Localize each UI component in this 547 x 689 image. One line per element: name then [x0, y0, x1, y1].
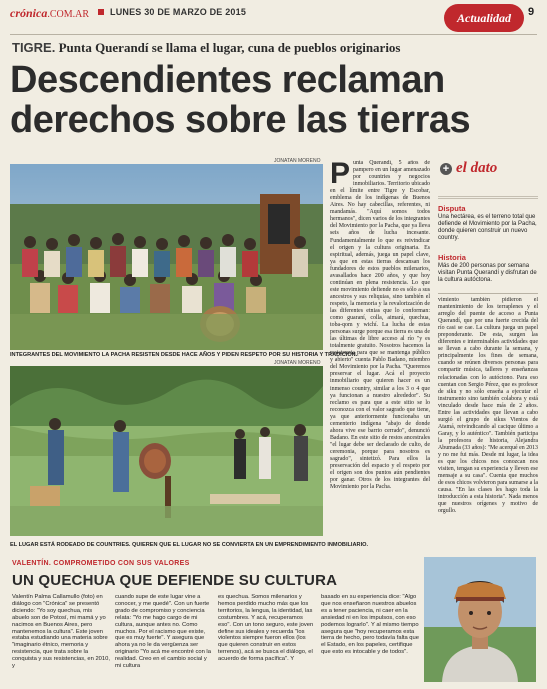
- el-dato-label: el dato: [456, 160, 498, 176]
- masthead: crónica.COM.AR: [10, 6, 90, 20]
- article-column-1: [330, 160, 430, 553]
- article-column-2: vimiento también pidieron el mantenimiento de los terraplenes y el arreglo del puente de acceso a Punta Querandí, que por una fuerte crecida del río casi se cae. La cultura juega un papel preponderante. De esta, surgen las diferentes e interminables actividades que se llevan a cabo durante la semana, y principalmente los fines de semana, cuando se reúnen diversos personas para compartir música, talleres y enseñanzas relacionadas con lo autóctono. Para eso cuentan con Sergio Pérez, que es profesor de siku y no sólo enseña a ejecutar el instrumento sino también colabora y está vinculado desde hace más de 2 años. Entre las actividades que llevan a cabo surgió el grupo de sikus Vientos de Atamá, reivindicando al cacique último a Garay, y lo auténtico". También participa la profesora de historia, Alejandra Abumada (33 años): "Me acerqué en 2013 y no me fui más. Desde mi lugar, la idea es que los chicos nos conozcan nos visiten, tengan su experiencia y lleven ese mensaje a su casa". Cuenta que muchos de esos chicos volvieron para sumarse a la causa. "En las clases les hago toda la introducción a esta historia". Nada menos que nuestros orígenes y motivo de orgullo.: [438, 297, 538, 515]
- headline-line-2: derechos sobre las tierras: [10, 99, 471, 141]
- header-divider: [10, 34, 537, 35]
- sub-story-column-3: es quechua. Somos milenarios y hemos perdido mucho más que los territorios, la lengua, la identidad, las costumbres. Y acá, recuperamos eso". Con un tono seguro, este joven define sus ideales y recuerda "los violentos siempre fueron ellos (los que quieren construir en estos terrenos), acá se busca el diálogo, el acuerdo de forma pacífica". Y: [218, 594, 314, 663]
- sub-story-headline: UN QUECHUA QUE DEFIENDE SU CULTURA: [12, 572, 338, 589]
- masthead-domain: .COM.AR: [47, 9, 90, 20]
- field-photo: [10, 366, 323, 536]
- historia-title: Historia: [438, 253, 466, 262]
- sidebar-divider: [438, 196, 538, 199]
- portrait-photo: [424, 557, 536, 682]
- historia-text: Más de 200 personas por semana visitan Punta Querandí y disfrutan de la cultura autóctona.: [438, 263, 537, 283]
- sub-story-column-2: cuando supe de este lugar vine a conocer, y me quedé". Con un fuerte grado de compromiso y conciencia relata: "Yo me hago cargo de mi cultura, aunque antes no. Como muchos. Por el racismo que existe, que es muy fuerte". Y asegura que ahora ya no le da vergüenza ser originario "Yo acá me encontré con la realidad. Creo en el cambio social y mi cultura: [115, 594, 211, 670]
- sidebar-rule: [438, 293, 538, 294]
- article-body-1: unta Querandí, 5 años de pampero en un lugar amenazado por countries y negocios inmobiliarios. Territorio ubicado en el límite entre Tigre y Escobar, emblema de los indígenas de Buenos Aires. No hay cabecillas, referentes, ni mandamás. "Aquí somos todos hermanos", dicen varios de los integrantes del Movimiento por la Pacha, que ya lleva seis años de lucha incesante. Fundamentalmente lo que es reivindicar el origen y la cultura originaria. Es espiritual, además, juega un papel clave, ya que en estas tierras descansan los fundadores de estos pueblos milenarios, avasallados hace 200 años, y que hoy continúan en plena resistencia. Lo que este movimiento defiende no es sólo a sus ancestros y sus reliquias, sino también el respeto, la memoria y la revalorización de las diferentes etnias que lo conforman: como guaraní, colla, aimará, quechua, toba-qom y wichí. La lucha de estas personas surge porque esa tierra es una de las últimas de libre acceso al río "y es totalmente gratuito. Nosotros hacemos la resistencia para que se mantenga público y abierto" cuenta Pablo Badano, miembro del Movimiento por la Pacha. "Queremos preservar el lugar. Acá el proyecto inmobiliario que quieren hacer es un inmenso country, similar a los 3 o 4 que ya funcionan a nuestro alrededor". Su reclamo es para que a este sitio se lo reconozca con el valor sagrado que tiene, ya que anteriormente funcionaba un cementerio indígena "abajo de donde ahora vive ese barrio cerrado", denunció Badano. En este sitio de restos ancestrales "el lugar debe ser declarado de culto, de ceremonia, porque para nosotros es sagrado", sintetizó. Para ellos la preservación del espacio y el respeto por el origen son dos puntos aún pendientes por ganar. Otros de los integrantes del Movimiento por la Pacha.: [330, 160, 430, 491]
- kicker-lead: TIGRE.: [12, 40, 56, 55]
- sub-story-kicker: VALENTÍN. COMPROMETIDO CON SUS VALORES: [12, 560, 190, 567]
- separator-square-icon: [98, 9, 104, 15]
- drop-cap: P: [330, 160, 351, 190]
- photo-credit-2: JONATAN MORENO: [274, 360, 321, 366]
- plus-icon: +: [440, 163, 452, 175]
- section-badge: Actualidad: [444, 4, 524, 32]
- issue-date: LUNES 30 DE MARZO DE 2015: [110, 7, 247, 17]
- disputa-title: Disputa: [438, 204, 466, 213]
- photo-caption-2: EL LUGAR ESTÁ RODEADO DE COUNTRIES. QUIEREN QUE EL LUGAR NO SE CONVIERTA EN UN EMPRENDIMIENTO INMOBILIARIO.: [10, 542, 369, 548]
- headline-line-1: Descendientes reclaman: [10, 59, 445, 101]
- sub-story-column-1: Valentín Palma Callamullo (foto) en diálogo con "Crónica" se presentó diciendo: "Yo soy quechua, mis abuelo son de Potosí, mi mamá y yo nacimos en Buenos Aires, pero mantenemos la cultura". Este joven estaba estudiando una materia sobre "imaginario étnico, memoria y resistencia, que trata sobre la conquista y sus resistencias, en 2010, y: [12, 594, 110, 670]
- group-photo: [10, 164, 323, 350]
- disputa-text: Una hectárea, es el terreno total que defiende el Movimiento por la Pacha, donde quieren construir un nuevo country.: [438, 214, 537, 241]
- photo-caption-1: INTEGRANTES DEL MOVIMIENTO LA PACHA RESISTEN DESDE HACE AÑOS Y PIDEN RESPETO POR SU HISTORIA Y TRADICIÓN.: [10, 352, 358, 358]
- page-number: 9: [528, 6, 535, 18]
- article-headline: [10, 60, 537, 140]
- photo-credit-1: JONATAN MORENO: [274, 158, 321, 164]
- kicker-text: Punta Querandí se llama el lugar, cuna de pueblos originarios: [58, 40, 401, 55]
- sub-story-column-4: basado en su experiencia dice: "Algo que nos enseñaron nuestros abuelos es a tener paciencia, ni caer en la ansiedad ni en los impulsos, con eso podemos lograrlo". Y al mismo tiempo asegura que "hoy recuperamos esta tierra de hecho, pero todavía falta que el Estado, en los papeles, certifique que esto es intocable y de todos".: [321, 594, 419, 656]
- article-kicker: [12, 40, 537, 56]
